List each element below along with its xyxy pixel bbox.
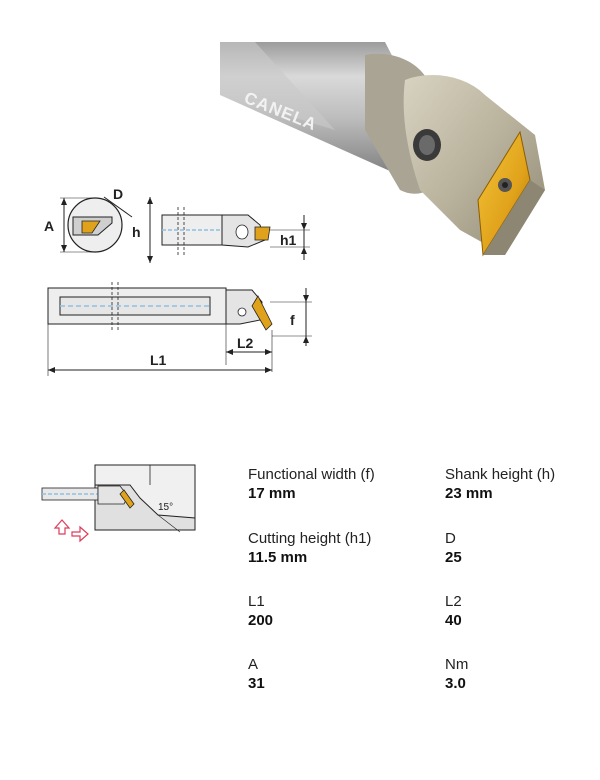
spec-label: D — [445, 530, 456, 547]
spec-value: 40 — [445, 612, 462, 629]
spec-l2 — [445, 593, 600, 631]
spec-value: 31 — [248, 675, 265, 692]
spec-value: 25 — [445, 549, 462, 566]
spec-cutting-height — [248, 530, 428, 568]
end-view-drawing — [40, 185, 140, 270]
spec-nm — [445, 656, 600, 694]
side-view-drawing — [130, 185, 315, 270]
spec-label: L1 — [248, 593, 265, 610]
spec-l1 — [248, 593, 428, 631]
dim-label-a: A — [44, 218, 55, 234]
spec-label: L2 — [445, 593, 462, 610]
spec-value: 23 mm — [445, 485, 493, 502]
spec-shank-height — [445, 466, 600, 504]
spec-label: Nm — [445, 656, 469, 673]
dim-label-l2: L2 — [237, 335, 254, 351]
spec-label: Shank height (h) — [445, 466, 556, 483]
spec-label: Cutting height (h1) — [248, 530, 372, 547]
spec-value: 11.5 mm — [248, 549, 308, 566]
dim-label-d: D — [113, 186, 124, 202]
spec-functional-width — [248, 466, 428, 504]
spec-value: 3.0 — [445, 675, 466, 692]
dim-label-l1: L1 — [150, 352, 167, 368]
spec-d — [445, 530, 600, 568]
brand-logo: CANELA — [241, 88, 320, 135]
spec-a — [248, 656, 428, 694]
dim-label-f: f — [290, 312, 295, 328]
application-diagram — [40, 460, 200, 550]
angle-label: 15° — [158, 502, 174, 513]
spec-value: 17 mm — [248, 485, 296, 502]
dim-label-h: h — [132, 224, 141, 240]
long-view-drawing — [40, 280, 320, 380]
spec-label: Functional width (f) — [248, 466, 375, 483]
spec-value: 200 — [248, 612, 274, 629]
dim-label-h1: h1 — [280, 232, 297, 248]
spec-label: A — [248, 656, 259, 673]
feed-arrow-up-icon — [55, 520, 69, 534]
feed-arrow-right-icon — [72, 527, 88, 541]
